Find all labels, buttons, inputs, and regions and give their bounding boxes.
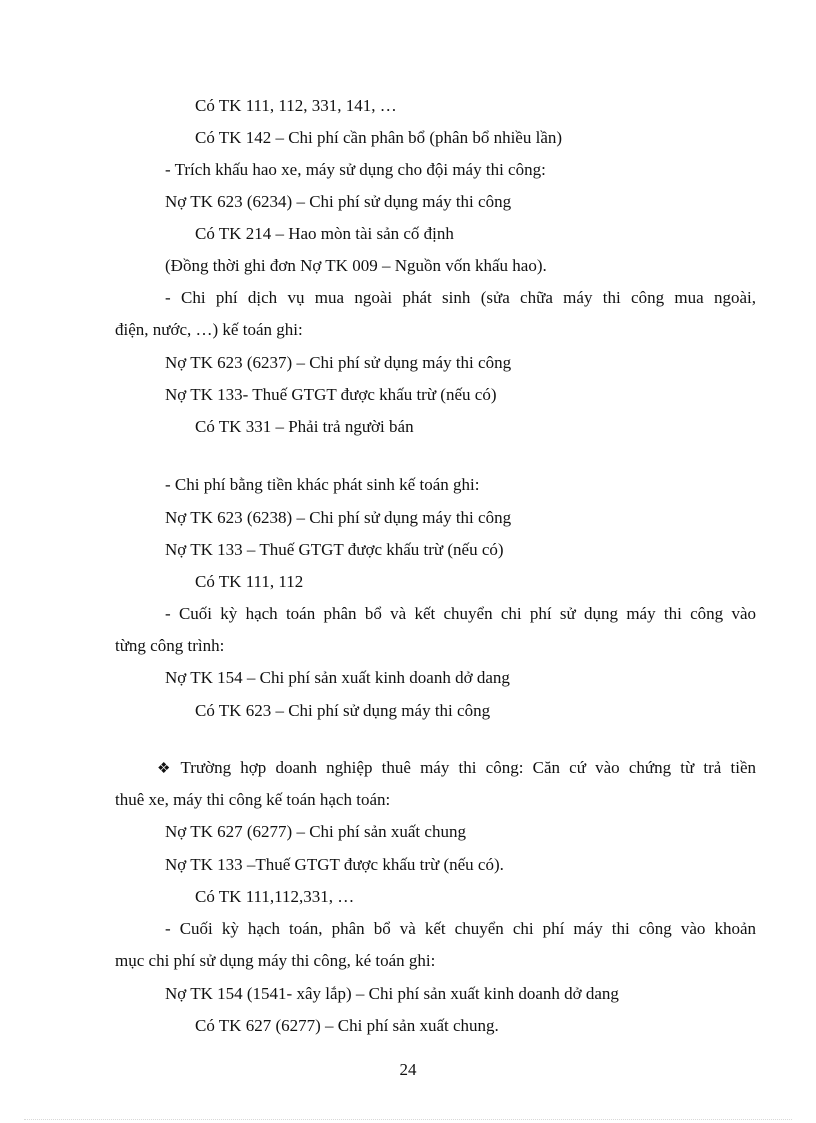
- item-outsourced-services: - Chi phí dịch vụ mua ngoài phát sinh (sửa chữa máy thi công mua ngoài,: [165, 288, 756, 307]
- entry-debit-6234: Nợ TK 623 (6234) – Chi phí sử dụng máy thi công: [165, 192, 512, 211]
- bullet-rented-machines-cont: thuê xe, máy thi công kế toán hạch toán:: [115, 790, 391, 809]
- entry-debit-133-a: Nợ TK 133- Thuế GTGT được khấu trừ (nếu có): [165, 385, 497, 404]
- entry-debit-1541: Nợ TK 154 (1541- xây lắp) – Chi phí sản xuất kinh doanh dở dang: [165, 984, 619, 1003]
- bullet-rented-machines-text: Trường hợp doanh nghiệp thuê máy thi công: Căn cứ vào chứng từ trả tiền: [180, 758, 756, 777]
- entry-debit-6238: Nợ TK 623 (6238) – Chi phí sử dụng máy thi công: [165, 508, 512, 527]
- diamond-bullet-icon: ❖: [157, 761, 171, 777]
- entry-credit-623: Có TK 623 – Chi phí sử dụng máy thi công: [195, 701, 491, 720]
- item-period-end-allocation: - Cuối kỳ hạch toán phân bổ và kết chuyển chi phí sử dụng máy thi công vào: [165, 604, 756, 623]
- item-outsourced-services-cont: điện, nước, …) kế toán ghi:: [115, 320, 303, 339]
- item-period-end-allocation-cont: từng công trình:: [115, 636, 225, 655]
- entry-credit-214: Có TK 214 – Hao mòn tài sản cố định: [195, 224, 454, 243]
- entry-credit-6277: Có TK 627 (6277) – Chi phí sản xuất chung.: [195, 1016, 499, 1035]
- bullet-rented-machines: [115, 758, 756, 779]
- entry-debit-6277: Nợ TK 627 (6277) – Chi phí sản xuất chung: [165, 822, 466, 841]
- item-period-end-rented: - Cuối kỳ hạch toán, phân bổ và kết chuyển chi phí máy thi công vào khoản: [165, 919, 756, 938]
- entry-credit-prepaid: Có TK 142 – Chi phí cần phân bổ (phân bổ nhiều lần): [195, 128, 563, 147]
- entry-credit-cash: Có TK 111, 112, 331, 141, …: [195, 96, 397, 115]
- entry-credit-111-112-331: Có TK 111,112,331, …: [195, 887, 355, 906]
- item-depreciation: - Trích khấu hao xe, máy sử dụng cho đội máy thi công:: [165, 160, 546, 179]
- entry-debit-133-c: Nợ TK 133 –Thuế GTGT được khấu trừ (nếu có).: [165, 855, 504, 874]
- entry-debit-133-b: Nợ TK 133 – Thuế GTGT được khấu trừ (nếu có): [165, 540, 504, 559]
- entry-debit-154-a: Nợ TK 154 – Chi phí sản xuất kinh doanh dở dang: [165, 668, 510, 687]
- page-number: 24: [399, 1060, 417, 1079]
- entry-credit-111-112: Có TK 111, 112: [195, 572, 304, 591]
- entry-debit-6237: Nợ TK 623 (6237) – Chi phí sử dụng máy thi công: [165, 353, 512, 372]
- page-bottom-divider: [24, 1119, 792, 1120]
- item-period-end-rented-cont: mục chi phí sử dụng máy thi công, ké toán ghi:: [115, 951, 436, 970]
- entry-credit-331: Có TK 331 – Phải trả người bán: [195, 417, 414, 436]
- item-other-cash: - Chi phí bằng tiền khác phát sinh kế toán ghi:: [165, 475, 480, 494]
- note-009: (Đồng thời ghi đơn Nợ TK 009 – Nguồn vốn khấu hao).: [165, 256, 547, 275]
